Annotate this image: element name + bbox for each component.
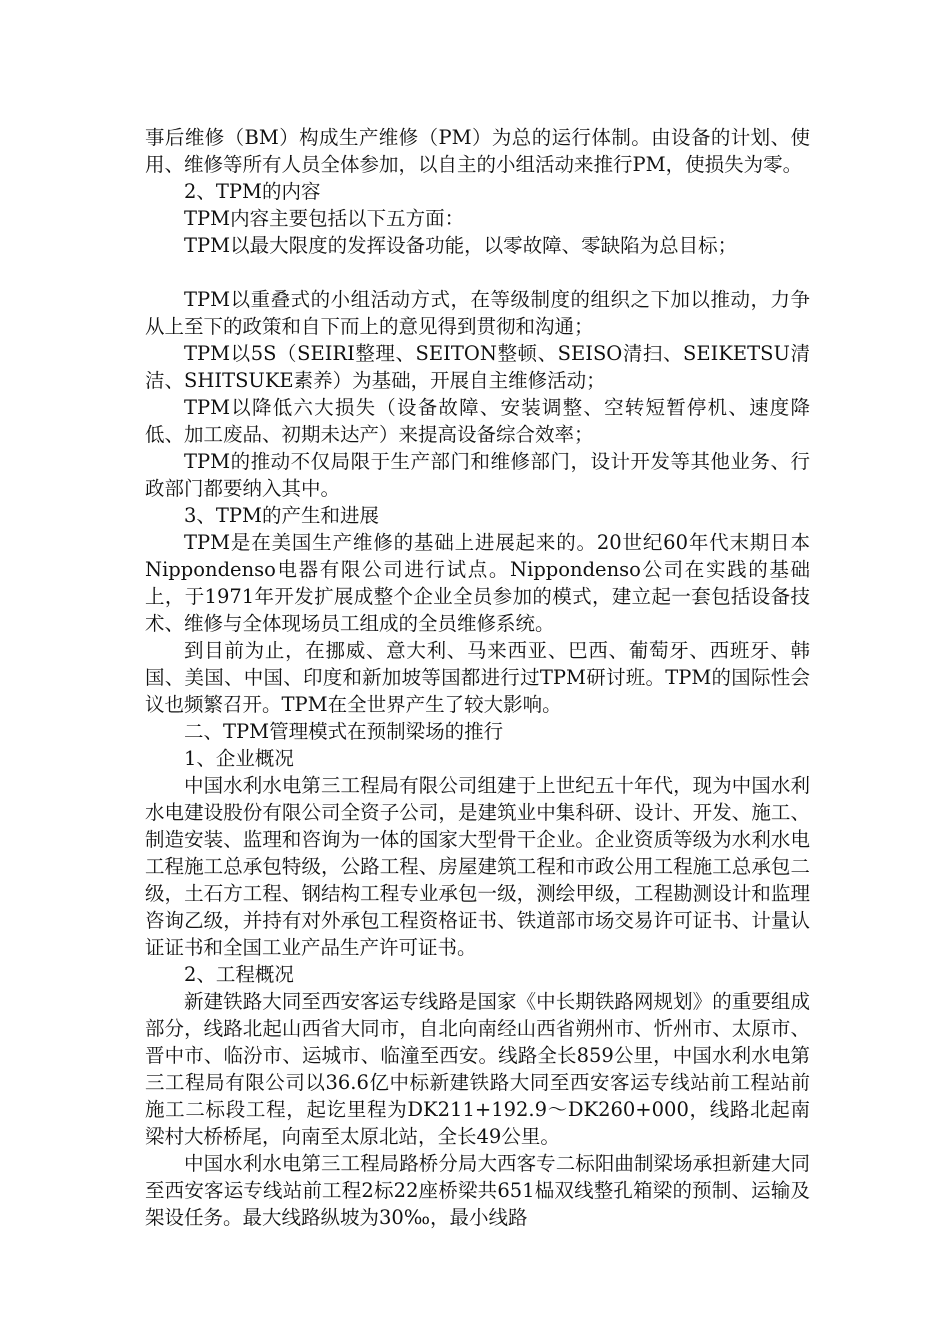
paragraph-3: TPM内容主要包括以下五方面： [184, 207, 465, 230]
paragraph-12: 到目前为止，在挪威、意大利、马来西亚、巴西、葡萄牙、西班牙、韩国、美国、中国、印度和新加坡等国都进行过TPM研讨班。TPM的国际性会议也频繁召开。TPM在全世界产生了较大影响。 [145, 639, 810, 716]
paragraph-9: TPM的推动不仅局限于生产部门和维修部门，设计开发等其他业务、行政部门都要纳入其中。 [145, 450, 810, 500]
section-heading-project-overview: 2、工程概况 [184, 963, 294, 986]
paragraph-4: TPM以最大限度的发挥设备功能，以零故障、零缺陷为总目标； [184, 234, 738, 257]
document-page [145, 124, 810, 1231]
section-heading-tpm-origin: 3、TPM的产生和进展 [184, 504, 380, 527]
paragraph-1: 事后维修（BM）构成生产维修（PM）为总的运行体制。由设备的计划、使用、维修等所有人员全体参加，以自主的小组活动来推行PM，使损失为零。 [145, 126, 810, 176]
paragraph-18: 中国水利水电第三工程局路桥分局大西客专二标阳曲制梁场承担新建大同至西安客运专线站前工程2标22座桥梁共651榀双线整孔箱梁的预制、运输及架设任务。最大线路纵坡为30‰，最小线路 [145, 1152, 810, 1229]
paragraph-6: TPM以重叠式的小组活动方式，在等级制度的组织之下加以推动，力争从上至下的政策和自下而上的意见得到贯彻和沟通； [145, 288, 810, 338]
section-heading-tpm-content: 2、TPM的内容 [184, 180, 321, 203]
chapter-heading-tpm-in-beam-yard: 二、TPM管理模式在预制梁场的推行 [184, 720, 504, 743]
section-heading-company-overview: 1、企业概况 [184, 747, 294, 770]
paragraph-11: TPM是在美国生产维修的基础上进展起来的。20世纪60年代末期日本Nippondenso电器有限公司进行试点。Nippondenso公司在实践的基础上，于1971年开发扩展成整个企业全员参加的模式，建立起一套包括设备技术、维修与全体现场员工组成的全员维修系统。 [145, 531, 810, 635]
paragraph-15: 中国水利水电第三工程局有限公司组建于上世纪五十年代，现为中国水利水电建设股份有限公司全资子公司，是建筑业中集科研、设计、开发、施工、制造安装、监理和咨询为一体的国家大型骨干企业。企业资质等级为水利水电工程施工总承包特级，公路工程、房屋建筑工程和市政公用工程施工总承包二级，土石方工程、钢结构工程专业承包一级，测绘甲级，工程勘测设计和监理咨询乙级，并持有对外承包工程资格证书、铁道部市场交易许可证书、计量认证证书和全国工业产品生产许可证书。 [145, 774, 810, 959]
paragraph-7: TPM以5S（SEIRI整理、SEITON整顿、SEISO清扫、SEIKETSU清洁、SHITSUKE素养）为基础，开展自主维修活动； [145, 342, 810, 392]
paragraph-17: 新建铁路大同至西安客运专线路是国家《中长期铁路网规划》的重要组成部分，线路北起山西省大同市，自北向南经山西省朔州市、忻州市、太原市、晋中市、临汾市、运城市、临潼至西安。线路全长859公里，中国水利水电第三工程局有限公司以36.6亿中标新建铁路大同至西安客运专线站前工程站前施工二标段工程，起讫里程为DK211+192.9～DK260+000，线路北起南梁村大桥桥尾，向南至太原北站，全长49公里。 [145, 990, 810, 1148]
paragraph-8: TPM以降低六大损失（设备故障、安装调整、空转短暂停机、速度降低、加工废品、初期未达产）来提高设备综合效率； [145, 396, 810, 446]
blank-line [145, 259, 810, 286]
